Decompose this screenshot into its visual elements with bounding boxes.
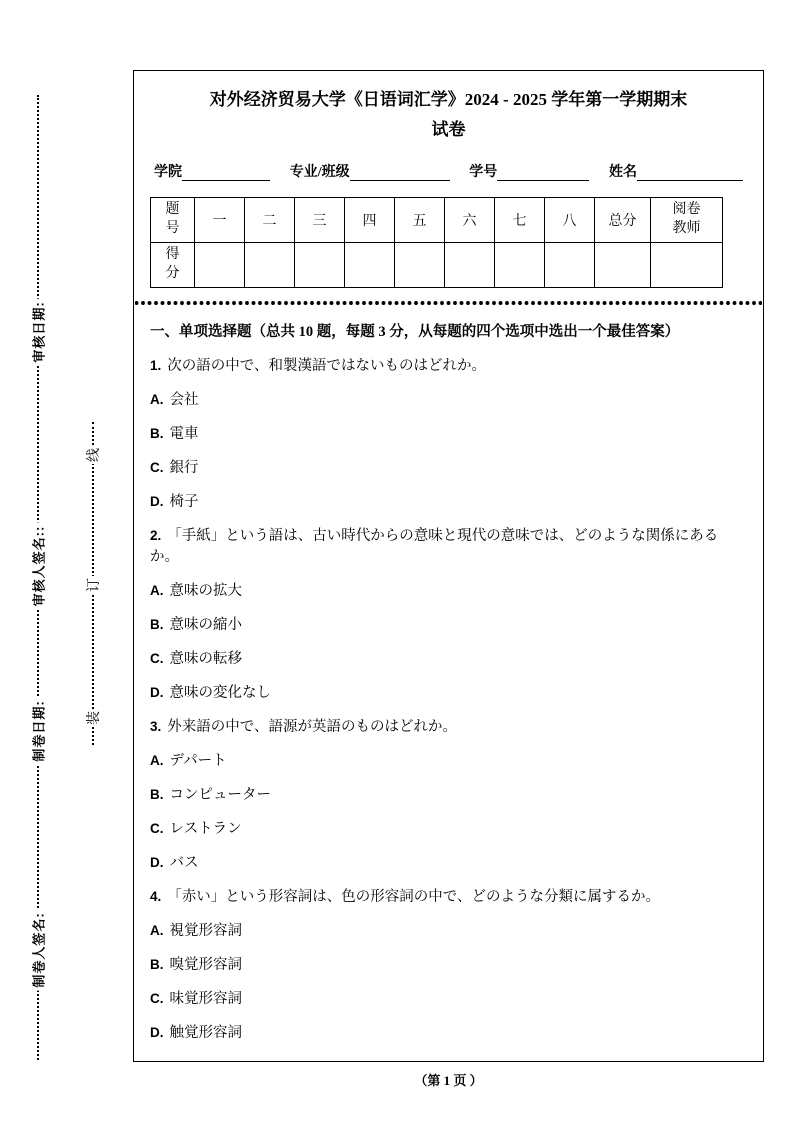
score-table-score-row [151,242,723,287]
option-letter: D. [150,684,164,700]
question-number: 4. [150,888,162,904]
score-cell-3: 三 [295,197,345,242]
option-text: 銀行 [169,459,199,476]
option-row [150,614,747,636]
option-row [150,988,747,1010]
question-text: 1. 次の語の中で、和製漢語ではないものはどれか。 [150,357,486,374]
binding-char-staple: 订 [78,576,108,594]
score-cell-2: 二 [245,197,295,242]
option-text: コンピューター [169,786,271,803]
field-major-class-label: 专业/班级 [289,164,350,180]
option-text: 会社 [169,391,199,408]
score-cell-7: 七 [495,197,545,242]
question-number: 3. [150,718,162,734]
field-student-id [469,161,589,181]
option-row [150,648,747,670]
option-letter: D. [150,1024,164,1040]
score-table [150,197,723,288]
option-letter: B. [150,616,164,632]
option-row [150,423,747,445]
question-block-2 [150,525,747,704]
score-cell-6: 六 [445,197,495,242]
score-cell-8: 八 [545,197,595,242]
student-info-row [154,161,743,181]
option-letter: A. [150,391,164,407]
dotted-separator [135,300,762,306]
exam-title-line2: 试卷 [431,119,466,139]
option-text: 触覚形容詞 [169,1024,242,1041]
field-college-label: 学院 [154,164,182,180]
score-cell-total: 总分 [595,197,651,242]
score-blank-cell [345,242,395,287]
option-text: 視覚形容詞 [169,922,242,939]
option-row [150,389,747,411]
field-major-class [290,161,450,181]
option-text: 嗅覚形容詞 [169,956,242,973]
option-row [150,457,747,479]
option-row [150,750,747,772]
option-row [150,580,747,602]
score-cell-score-label: 得分 [151,242,195,287]
field-name-label: 姓名 [609,164,637,180]
option-row [150,920,747,942]
option-row [150,784,747,806]
field-college [154,161,270,181]
option-letter: A. [150,582,164,598]
score-cell-question-no: 题号 [151,197,195,242]
option-letter: D. [150,493,164,509]
option-row [150,491,747,513]
field-name [609,161,743,181]
option-row [150,1022,747,1044]
section-title: 一、单项选择题（总共 10 题，每题 3 分，从每题的四个选项中选出一个最佳答案） [150,323,680,340]
score-blank-cell [245,242,295,287]
option-letter: C. [150,650,164,666]
option-row [150,682,747,704]
reviewer-signature-label: 审核人签名:: [22,523,55,610]
score-cell-grader: 阅卷教师 [651,197,723,242]
option-text: 椅子 [169,493,199,510]
question-number: 1. [150,357,162,373]
score-blank-cell [495,242,545,287]
field-student-id-label: 学号 [469,164,498,180]
paper-make-date-label: 制卷日期: [22,697,55,764]
option-text: 意味の転移 [169,650,242,667]
question-block-4 [150,886,747,1044]
option-letter: B. [150,786,164,802]
field-name-blank [637,165,743,181]
option-text: 意味の縮小 [169,616,242,633]
field-student-id-blank [497,165,589,181]
option-text: 意味の拡大 [169,582,242,599]
score-cell-1: 一 [195,197,245,242]
option-row [150,818,747,840]
option-letter: C. [150,459,164,475]
score-table-header-row [151,197,723,242]
option-row [150,852,747,874]
question-number: 2. [150,527,162,543]
field-major-class-blank [350,165,450,181]
score-blank-cell [395,242,445,287]
score-blank-cell [195,242,245,287]
option-letter: D. [150,854,164,870]
binding-char-line: 线 [78,446,108,464]
review-date-label: 审核日期: [22,298,55,365]
option-letter: C. [150,820,164,836]
exam-title-line1: 对外经济贸易大学《日语词汇学》2024 - 2025 学年第一学期期末 [209,90,688,109]
paper-maker-signature-label: 制卷人签名: [22,909,55,990]
exam-content-box [133,70,764,1062]
option-text: レストラン [169,820,242,837]
option-text: 意味の変化なし [169,684,271,701]
score-cell-5: 五 [395,197,445,242]
option-letter: A. [150,752,164,768]
score-blank-cell [445,242,495,287]
score-cell-4: 四 [345,197,395,242]
option-text: 電車 [169,425,199,442]
field-college-blank [182,165,270,181]
option-text: バス [169,854,199,871]
option-letter: B. [150,956,164,972]
question-block-3 [150,716,747,874]
question-text: 3. 外来語の中で、語源が英語のものはどれか。 [150,718,457,735]
score-blank-cell [295,242,345,287]
page-number: （第 1 页 ） [414,1073,483,1088]
option-row [150,954,747,976]
option-letter: C. [150,990,164,1006]
option-letter: A. [150,922,164,938]
question-block-1 [150,355,747,513]
score-blank-cell [545,242,595,287]
option-text: 味覚形容詞 [169,990,242,1007]
question-text: 2. 「手紙」という語は、古い時代からの意味と現代の意味では、どのような関係にあるか。 [150,527,719,565]
binding-char-bind: 装 [78,709,108,727]
score-blank-cell [651,242,723,287]
question-text: 4. 「赤い」という形容詞は、色の形容詞の中で、どのような分類に属するか。 [150,888,660,905]
option-letter: B. [150,425,164,441]
score-blank-cell [595,242,651,287]
option-text: デパート [169,752,227,769]
